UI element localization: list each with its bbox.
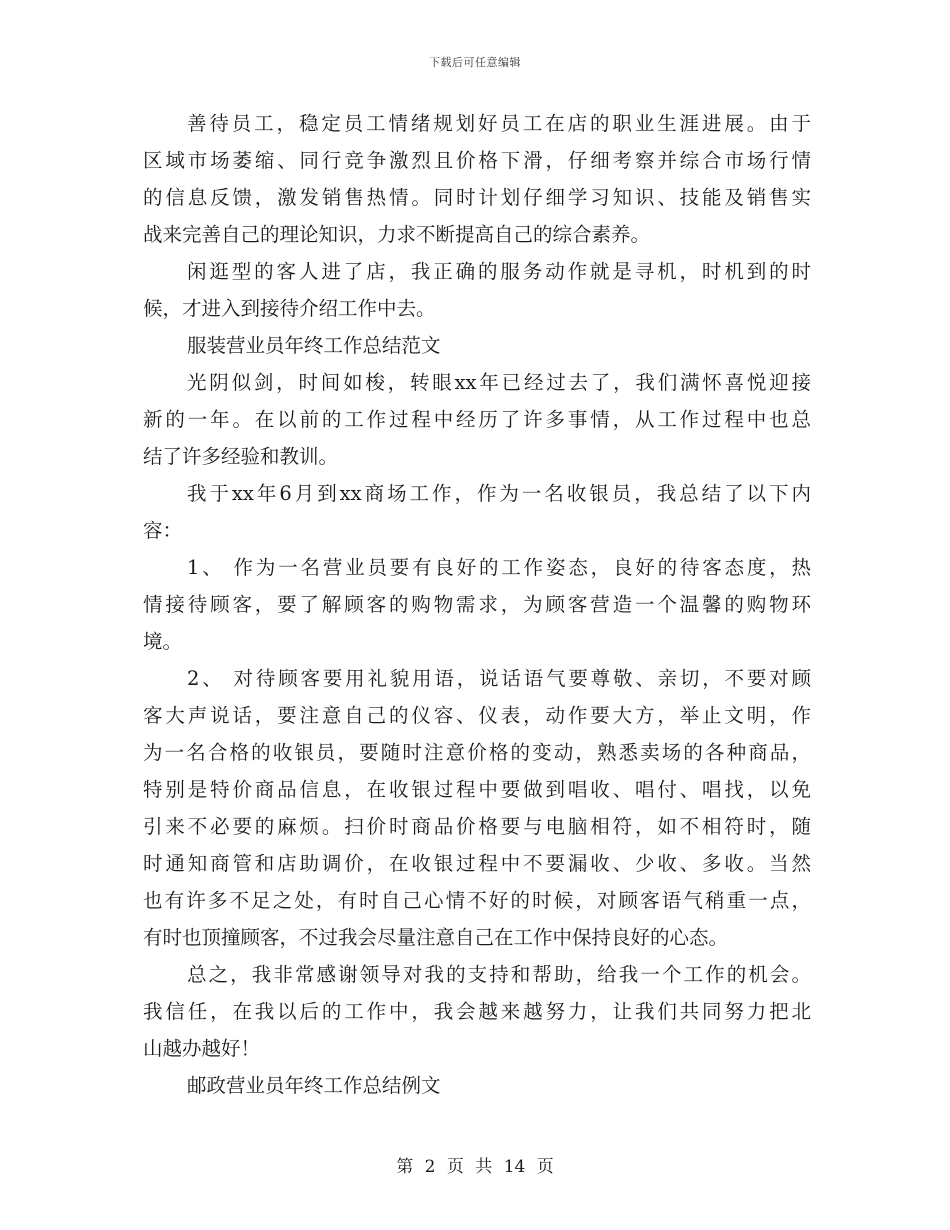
text-line: 结了许多经验和教训。 [143,445,339,468]
text-line: 特别是特价商品信息，在收银过程中要做到唱收、唱付、唱找，以免 [143,778,811,801]
text-line: 山越办越好！ [143,1037,261,1060]
text-line: 光阴似剑，时间如梭，转眼xx年已经过去了，我们满怀喜悦迎接 [187,371,811,394]
text-line: 情接待顾客，要了解顾客的购物需求，为顾客营造一个温馨的购物环 [143,593,811,616]
text-line: 有时也顶撞顾客，不过我会尽量注意自己在工作中保持良好的心态。 [143,926,729,949]
text-line: 我信任，在我以后的工作中，我会越来越努力，让我们共同努力把北 [143,1000,811,1023]
document-body [143,105,811,1104]
text-line: 我于xx年6月到xx商场工作，作为一名收银员，我总结了以下内 [187,482,811,505]
text-line: 邮政营业员年终工作总结例文 [187,1074,441,1097]
text-line: 时通知商管和店助调价，在收银过程中不要漏收、少收、多收。当然 [143,852,811,875]
text-line: 总之，我非常感谢领导对我的支持和帮助，给我一个工作的机会。 [187,963,811,986]
text-line: 闲逛型的客人进了店，我正确的服务动作就是寻机，时机到的时 [187,260,811,283]
text-line: 1、 作为一名营业员要有良好的工作姿态，良好的待客态度，热 [187,556,811,579]
text-line: 引来不必要的麻烦。扫价时商品价格要与电脑相符，如不相符时，随 [143,815,811,838]
text-line: 容： [143,519,183,542]
text-line: 的信息反馈，激发销售热情。同时计划仔细学习知识、技能及销售实 [143,186,811,209]
text-line: 为一名合格的收银员，要随时注意价格的变动，熟悉卖场的各种商品， [143,741,811,764]
text-line: 也有许多不足之处，有时自己心情不好的时候，对顾客语气稍重一点， [143,889,811,912]
page-footer: 第 2 页 共 14 页 [396,1157,554,1177]
text-line: 客大声说话，要注意自己的仪容、仪表，动作要大方，举止文明，作 [143,704,811,727]
text-line: 战来完善自己的理论知识，力求不断提高自己的综合素养。 [143,223,651,246]
text-line: 服装营业员年终工作总结范文 [187,334,441,357]
text-line: 境。 [143,630,183,653]
text-line: 候，才进入到接待介绍工作中去。 [143,297,436,320]
text-line: 新的一年。在以前的工作过程中经历了许多事情，从工作过程中也总 [143,408,811,431]
text-line: 善待员工，稳定员工情绪规划好员工在店的职业生涯进展。由于 [187,112,811,135]
text-line: 区域市场萎缩、同行竞争激烈且价格下滑，仔细考察并综合市场行情 [143,149,811,172]
text-line: 2、 对待顾客要用礼貌用语，说话语气要尊敬、亲切，不要对顾 [187,667,811,690]
page-header: 下载后可任意编辑 [429,56,521,69]
